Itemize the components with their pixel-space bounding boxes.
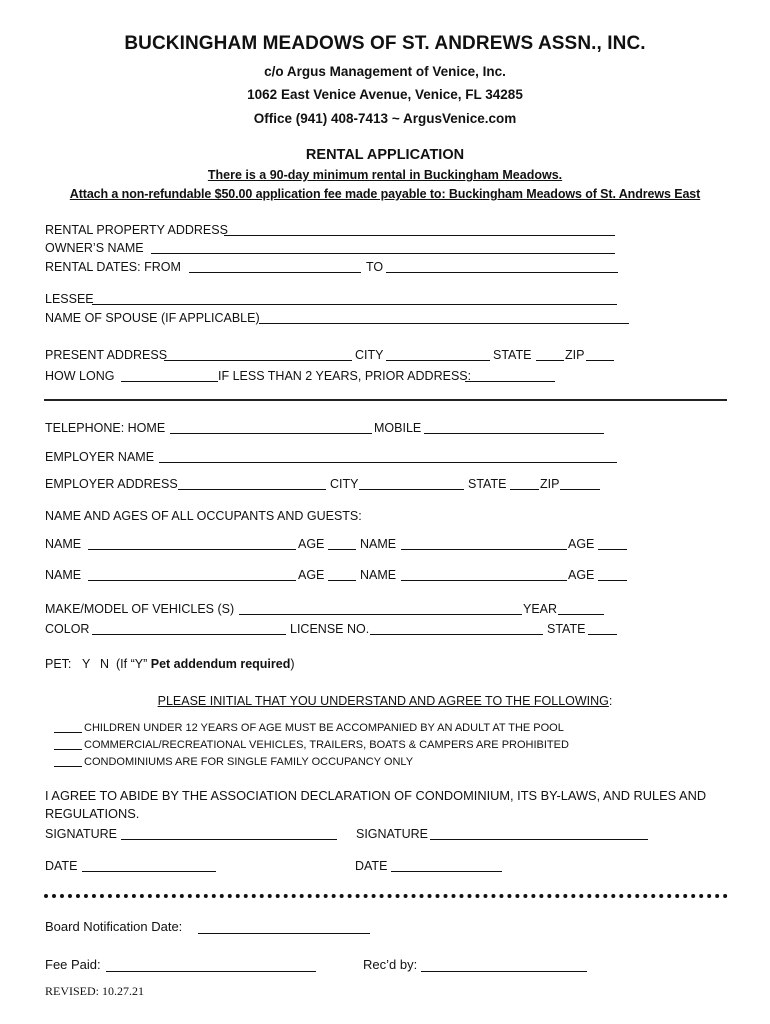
prior-address-field[interactable] (465, 381, 555, 382)
agreement-heading: PLEASE INITIAL THAT YOU UNDERSTAND AND AGREE TO THE FOLLOWING (157, 694, 609, 708)
present-zip-label: ZIP (565, 348, 585, 362)
occupants-heading: NAME AND AGES OF ALL OCCUPANTS AND GUESTS: (45, 509, 362, 523)
occupant-3-name-field[interactable] (88, 580, 296, 581)
pet-addendum-required: Pet addendum required (150, 657, 291, 671)
application-fee-notice: Attach a non-refundable $50.00 application fee made payable to: Buckingham Meadows of St. Andrews East (69, 187, 701, 201)
employer-name-field[interactable] (159, 462, 617, 463)
fee-paid-field[interactable] (106, 971, 316, 972)
occupant-1-name-field[interactable] (88, 549, 296, 550)
minimum-rental-notice: There is a 90-day minimum rental in Buckingham Meadows. (207, 168, 563, 182)
employer-address-label: EMPLOYER ADDRESS (45, 477, 178, 491)
employer-name-label: EMPLOYER NAME (45, 450, 155, 464)
vehicle-color-field[interactable] (92, 634, 286, 635)
agreement-item-3: CONDOMINIUMS ARE FOR SINGLE FAMILY OCCUPANCY ONLY (84, 756, 414, 768)
occupant-3-age-field[interactable] (328, 580, 356, 581)
employer-state-field[interactable] (510, 489, 539, 490)
employer-zip-label: ZIP (540, 477, 560, 491)
section-divider (44, 399, 727, 401)
home-telephone-label: TELEPHONE: HOME (45, 421, 166, 435)
employer-address-field[interactable] (178, 489, 326, 490)
employer-zip-field[interactable] (560, 489, 600, 490)
how-long-field[interactable] (121, 381, 218, 382)
dotted-separator (44, 894, 728, 898)
vehicle-color-label: COLOR (45, 622, 90, 636)
employer-city-label: CITY (330, 477, 359, 491)
agreement-item-1: CHILDREN UNDER 12 YEARS OF AGE MUST BE ACCOMPANIED BY AN ADULT AT THE POOL (84, 722, 564, 734)
received-by-label: Rec’d by: (363, 957, 418, 972)
rental-dates-from-field[interactable] (189, 272, 361, 273)
rental-dates-to-label: TO (366, 260, 384, 274)
prior-address-label: IF LESS THAN 2 YEARS, PRIOR ADDRESS: (218, 369, 472, 383)
occupant-2-name-label: NAME (360, 537, 397, 551)
agreement-item-2: COMMERCIAL/RECREATIONAL VEHICLES, TRAILERS, BOATS & CAMPERS ARE PROHIBITED (84, 739, 569, 751)
revision-date: REVISED: 10.27.21 (45, 984, 144, 998)
pet-note-prefix: (If “Y” (116, 657, 148, 671)
date-1-label: DATE (45, 859, 78, 873)
occupant-1-age-field[interactable] (328, 549, 356, 550)
date-2-label: DATE (355, 859, 388, 873)
agreement-heading-wrap (0, 694, 770, 708)
present-city-label: CITY (355, 348, 384, 362)
received-by-field[interactable] (421, 971, 587, 972)
license-number-field[interactable] (370, 634, 543, 635)
occupant-2-age-label: AGE (568, 537, 595, 551)
occupant-2-name-field[interactable] (401, 549, 567, 550)
owner-name-field[interactable] (151, 253, 615, 254)
occupant-4-name-label: NAME (360, 568, 397, 582)
present-state-label: STATE (493, 348, 532, 362)
signature-2-label: SIGNATURE (356, 827, 428, 841)
present-city-field[interactable] (386, 360, 490, 361)
board-notification-field[interactable] (198, 933, 370, 934)
pet-note-suffix: ) (290, 657, 295, 671)
signature-1-field[interactable] (121, 839, 337, 840)
spouse-name-field[interactable] (259, 323, 629, 324)
vehicle-year-label: YEAR (523, 602, 558, 616)
employer-city-field[interactable] (359, 489, 464, 490)
management-company: c/o Argus Management of Venice, Inc. (264, 64, 506, 79)
spouse-name-label: NAME OF SPOUSE (IF APPLICABLE) (45, 311, 260, 325)
employer-state-label: STATE (468, 477, 507, 491)
vehicle-make-model-label: MAKE/MODEL OF VEHICLES (S) (45, 602, 235, 616)
office-contact: Office (941) 408-7413 ~ ArgusVenice.com (253, 111, 517, 126)
license-state-label: STATE (547, 622, 586, 636)
occupant-3-name-label: NAME (45, 568, 82, 582)
pet-yes-option[interactable]: Y (82, 657, 91, 671)
how-long-label: HOW LONG (45, 369, 115, 383)
date-2-field[interactable] (391, 871, 502, 872)
lessee-field[interactable] (92, 304, 617, 305)
present-address-field[interactable] (164, 360, 352, 361)
occupant-2-age-field[interactable] (598, 549, 627, 550)
office-address: 1062 East Venice Avenue, Venice, FL 34285 (247, 87, 523, 102)
rental-dates-to-field[interactable] (386, 272, 618, 273)
license-state-field[interactable] (588, 634, 617, 635)
occupant-4-age-label: AGE (568, 568, 595, 582)
present-address-label: PRESENT ADDRESS (45, 348, 168, 362)
license-number-label: LICENSE NO. (290, 622, 370, 636)
pet-addendum-note (116, 657, 295, 671)
owner-name-label: OWNER’S NAME (45, 241, 144, 255)
date-1-field[interactable] (82, 871, 216, 872)
initial-field-1[interactable] (54, 732, 82, 733)
form-title: RENTAL APPLICATION (305, 147, 465, 163)
agreement-statement-line2: REGULATIONS. (45, 806, 140, 821)
lessee-label: LESSEE (45, 292, 94, 306)
vehicle-make-model-field[interactable] (239, 614, 522, 615)
home-telephone-field[interactable] (170, 433, 372, 434)
board-notification-label: Board Notification Date: (45, 919, 183, 934)
fee-paid-label: Fee Paid: (45, 957, 101, 972)
occupant-1-age-label: AGE (298, 537, 325, 551)
rental-dates-from-label: RENTAL DATES: FROM (45, 260, 181, 274)
present-zip-field[interactable] (586, 360, 614, 361)
agreement-statement-line1: I AGREE TO ABIDE BY THE ASSOCIATION DECLARATION OF CONDOMINIUM, ITS BY-LAWS, AND RULES AND (45, 788, 707, 803)
signature-1-label: SIGNATURE (45, 827, 117, 841)
initial-field-2[interactable] (54, 749, 82, 750)
pet-no-option[interactable]: N (100, 657, 110, 671)
mobile-field[interactable] (424, 433, 604, 434)
occupant-4-age-field[interactable] (598, 580, 627, 581)
rental-property-address-field[interactable] (224, 235, 615, 236)
mobile-label: MOBILE (374, 421, 422, 435)
occupant-1-name-label: NAME (45, 537, 82, 551)
present-state-field[interactable] (536, 360, 564, 361)
organization-title: BUCKINGHAM MEADOWS OF ST. ANDREWS ASSN., INC. (124, 33, 646, 54)
vehicle-year-field[interactable] (558, 614, 604, 615)
pet-label: PET: (45, 657, 72, 671)
agreement-heading-colon: : (608, 694, 613, 708)
occupant-3-age-label: AGE (298, 568, 325, 582)
signature-2-field[interactable] (430, 839, 648, 840)
initial-field-3[interactable] (54, 766, 82, 767)
rental-property-address-label: RENTAL PROPERTY ADDRESS (45, 223, 228, 237)
occupant-4-name-field[interactable] (401, 580, 567, 581)
